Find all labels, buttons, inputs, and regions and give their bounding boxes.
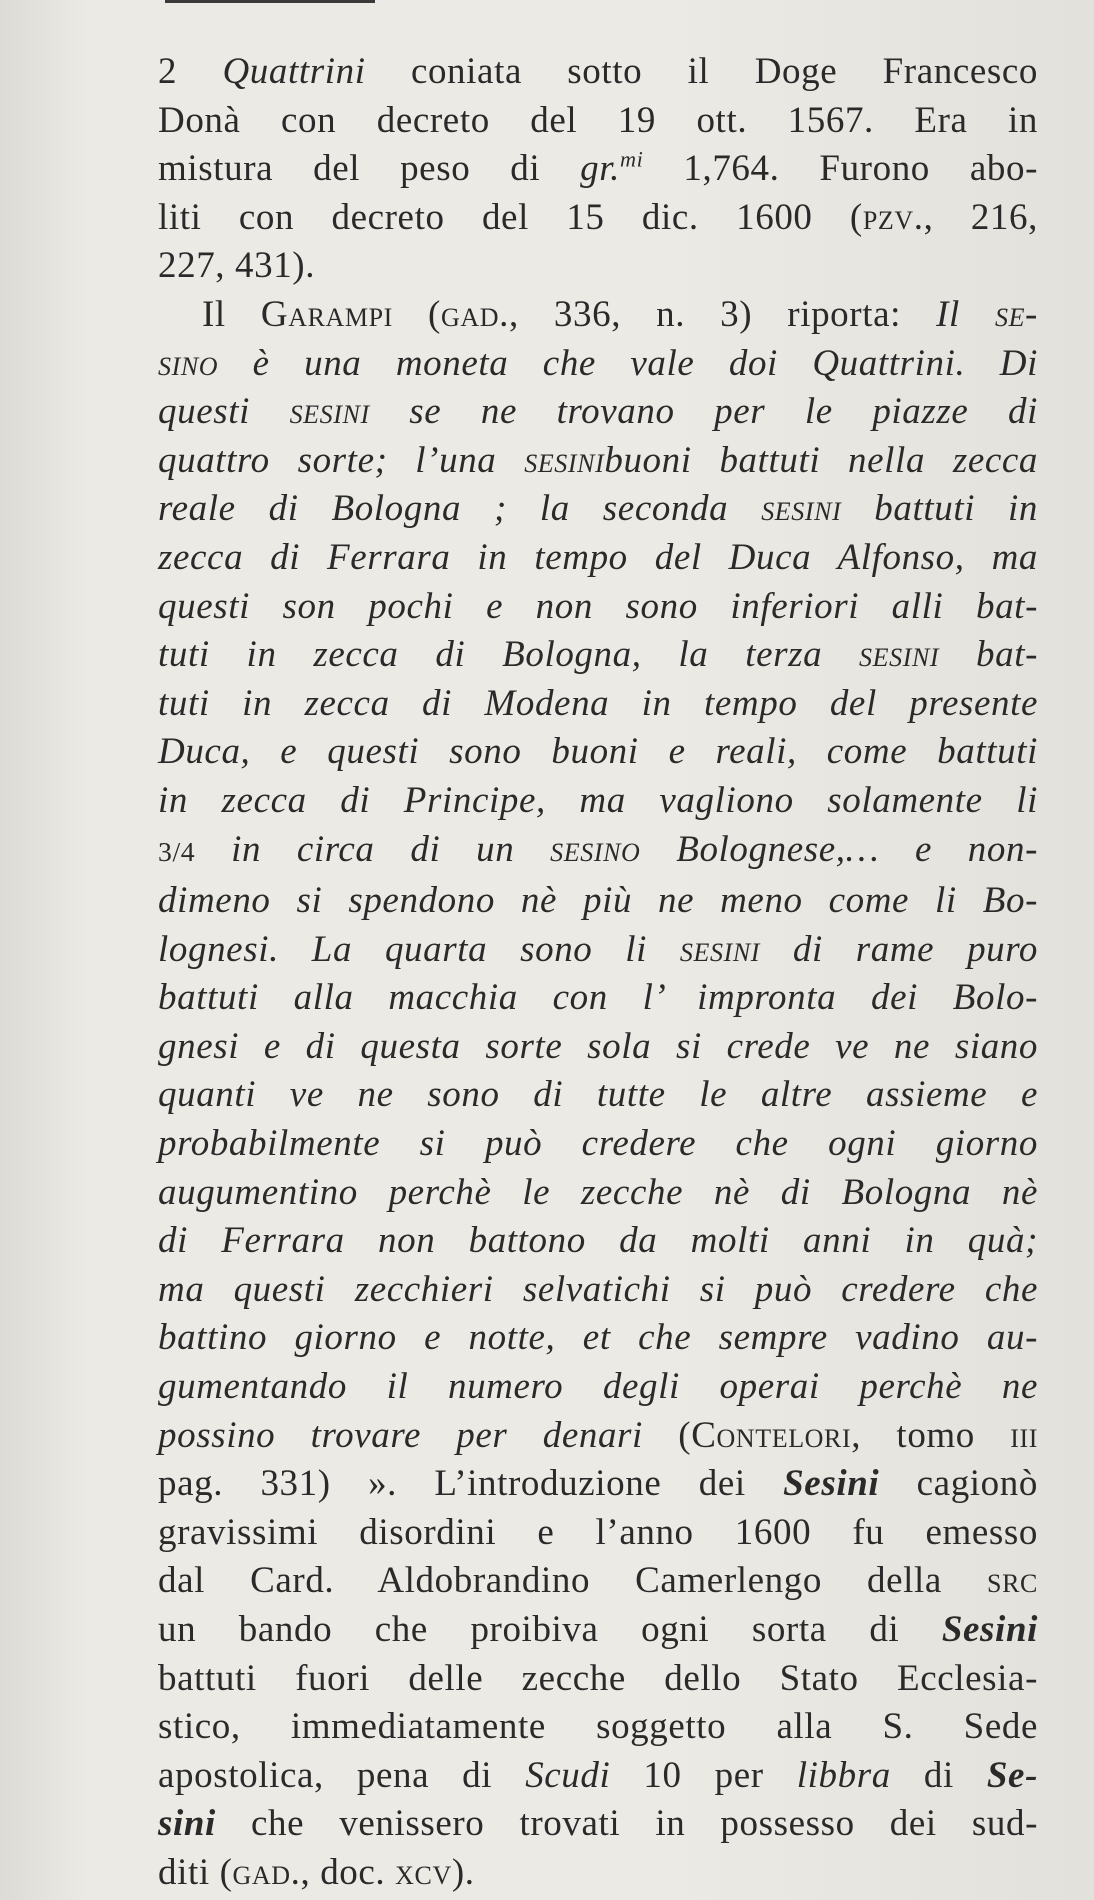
text-run: buoni battuti nella zecca bbox=[604, 439, 1039, 481]
text-run: sesino bbox=[550, 828, 641, 870]
text-run: ( bbox=[642, 1414, 692, 1456]
text-line bbox=[158, 1800, 1038, 1849]
text-run: Bolognese,… e non- bbox=[640, 828, 1039, 870]
text-run: battino giorno e notte, et che sempre vadino au- bbox=[158, 1317, 1038, 1359]
text-line bbox=[158, 1314, 1038, 1363]
text-line bbox=[158, 680, 1038, 729]
text-line bbox=[158, 728, 1038, 777]
text-run: libbra bbox=[796, 1754, 891, 1796]
text-run: Garampi bbox=[260, 293, 393, 335]
text-line bbox=[158, 340, 1038, 389]
text-line bbox=[158, 48, 1038, 97]
text-line bbox=[158, 1557, 1038, 1606]
text-run: Sesini bbox=[941, 1609, 1038, 1650]
text-run: gr. bbox=[580, 148, 621, 190]
body-text bbox=[158, 48, 1038, 1898]
text-line bbox=[158, 1169, 1038, 1218]
text-run: sesini bbox=[679, 928, 761, 970]
text-line bbox=[158, 826, 1038, 878]
text-line bbox=[158, 437, 1038, 486]
text-line bbox=[158, 291, 1038, 340]
text-run: gnesi e di questa sorte sola si crede ve ne siano bbox=[158, 1025, 1038, 1067]
text-run: di rame puro bbox=[760, 928, 1039, 970]
text-run: 10 per bbox=[610, 1754, 797, 1796]
text-run: questi bbox=[158, 391, 290, 433]
text-line bbox=[158, 1023, 1038, 1072]
text-run: gad. bbox=[232, 1851, 301, 1893]
text-line bbox=[158, 1071, 1038, 1120]
text-line bbox=[158, 1849, 1038, 1898]
text-run: bat- bbox=[939, 634, 1038, 676]
text-run: 227, 431). bbox=[158, 245, 316, 287]
text-run: battuti in bbox=[841, 488, 1039, 530]
text-run: battuti fuori delle zecche dello Stato Ecclesia- bbox=[158, 1657, 1038, 1699]
text-run: gumentando il numero degli operai perchè ne bbox=[158, 1366, 1038, 1408]
text-run: ma questi zecchieri selvatichi si può credere che bbox=[158, 1268, 1038, 1310]
text-line bbox=[158, 631, 1038, 680]
header-rule bbox=[165, 0, 375, 3]
text-run: tuti in zecca di Modena in tempo del presente bbox=[158, 682, 1038, 724]
text-run: Sesini bbox=[783, 1463, 880, 1505]
text-run: 2 bbox=[158, 51, 223, 92]
text-line bbox=[158, 777, 1038, 826]
text-line bbox=[158, 534, 1038, 583]
text-run: cagionò bbox=[879, 1463, 1038, 1505]
text-run: ). bbox=[451, 1851, 475, 1893]
text-run: dal Card. Aldobrandino Camerlengo della bbox=[158, 1560, 988, 1602]
text-run: mistura del peso di bbox=[158, 148, 581, 190]
text-run: src bbox=[987, 1560, 1038, 1602]
text-line bbox=[158, 194, 1038, 243]
text-run: di bbox=[890, 1754, 987, 1796]
text-line bbox=[158, 1120, 1038, 1169]
text-run: questi son pochi e non sono inferiori alli bat- bbox=[158, 585, 1038, 627]
text-run: probabilmente si può credere che ogni giorno bbox=[158, 1123, 1038, 1165]
text-run: , tomo bbox=[851, 1414, 1011, 1456]
text-run: , 216, bbox=[923, 196, 1038, 238]
text-line bbox=[158, 145, 1038, 194]
text-run: coniata sotto il Doge Francesco bbox=[365, 51, 1038, 92]
text-run: reale di Bologna ; la seconda bbox=[158, 488, 762, 530]
text-run: battuti alla macchia con l’ impronta dei Bolo- bbox=[158, 977, 1038, 1019]
text-line bbox=[158, 1217, 1038, 1266]
text-run: pag. 331) ». L’introduzione dei bbox=[158, 1463, 784, 1505]
text-run: liti con decreto del 15 dic. 1600 ( bbox=[158, 196, 863, 238]
text-line bbox=[158, 583, 1038, 632]
text-run: sini bbox=[158, 1803, 216, 1845]
text-line bbox=[158, 1412, 1038, 1461]
text-run: dimeno si spendono nè più ne meno come li Bo- bbox=[158, 880, 1038, 922]
text-run: iii bbox=[1010, 1414, 1038, 1456]
text-run: lognesi. La quarta sono li bbox=[158, 928, 680, 970]
text-line bbox=[158, 1752, 1038, 1801]
text-run: quattro sorte; l’una bbox=[158, 439, 525, 481]
text-run: tuti in zecca di Bologna, la terza bbox=[158, 634, 860, 676]
text-run: 1,764. Furono abo- bbox=[643, 148, 1038, 190]
text-run: di Ferrara non battono da molti anni in quà; bbox=[158, 1220, 1038, 1262]
text-run: in circa di un bbox=[195, 828, 551, 870]
text-line bbox=[158, 1266, 1038, 1315]
text-run: un bando che proibiva ogni sorta di bbox=[158, 1609, 942, 1650]
text-run: zecca di Ferrara in tempo del Duca Alfonso, ma bbox=[158, 536, 1038, 578]
text-run: quanti ve ne sono di tutte le altre assieme e bbox=[158, 1074, 1038, 1116]
text-run: Il bbox=[202, 293, 261, 335]
text-line bbox=[158, 1703, 1038, 1752]
text-run: Duca, e questi sono buoni e reali, come battuti bbox=[158, 731, 1038, 773]
text-run: sesini bbox=[761, 488, 842, 530]
text-line bbox=[158, 1606, 1038, 1655]
text-line bbox=[158, 242, 1038, 291]
text-run: è una moneta che vale doi Quattrini. Di bbox=[218, 342, 1038, 384]
text-run: Contelori bbox=[691, 1414, 852, 1456]
text-run: sino bbox=[158, 342, 219, 384]
text-run: Donà con decreto del 19 ott. 1567. Era in bbox=[158, 99, 1038, 141]
text-run: , doc. bbox=[300, 1851, 396, 1893]
paragraph-2 bbox=[158, 291, 1038, 1898]
text-run: sesini bbox=[524, 439, 605, 481]
text-run: possino trovare per denari bbox=[158, 1414, 643, 1456]
text-line bbox=[158, 926, 1038, 975]
paragraph-1 bbox=[158, 48, 1038, 291]
text-run: se ne trovano per le piazze di bbox=[369, 391, 1038, 433]
text-run: xcv bbox=[395, 1851, 452, 1893]
text-line bbox=[158, 388, 1038, 437]
text-run: Quattrini bbox=[222, 51, 366, 92]
text-run: Se- bbox=[986, 1754, 1038, 1796]
text-run: stico, immediatamente soggetto alla S. Sede bbox=[158, 1706, 1038, 1748]
text-run: ( bbox=[392, 293, 441, 335]
text-run: , 336, n. 3) riporta: bbox=[508, 293, 937, 335]
text-run: sesini bbox=[289, 391, 370, 433]
text-run: Scudi bbox=[525, 1754, 611, 1796]
text-line bbox=[158, 485, 1038, 534]
text-run: mi bbox=[620, 146, 644, 172]
text-run: se- bbox=[994, 293, 1038, 335]
text-run: apostolica, pena di bbox=[158, 1754, 526, 1796]
text-run: augumentino perchè le zecche nè di Bologna nè bbox=[158, 1171, 1038, 1213]
text-run: gravissimi disordini e l’anno 1600 fu emesso bbox=[158, 1511, 1038, 1553]
text-line bbox=[158, 97, 1038, 146]
text-run: Il bbox=[936, 293, 995, 335]
text-run: in zecca di Principe, ma vagliono solamente li bbox=[158, 779, 1038, 821]
text-line bbox=[158, 1509, 1038, 1558]
text-run: 3/4 bbox=[158, 836, 196, 868]
text-run: diti ( bbox=[158, 1851, 233, 1893]
text-line bbox=[158, 1363, 1038, 1412]
text-run: sesini bbox=[859, 634, 940, 676]
text-line bbox=[158, 974, 1038, 1023]
text-line bbox=[158, 1460, 1038, 1509]
text-line bbox=[158, 1655, 1038, 1704]
text-run: pzv. bbox=[862, 196, 924, 238]
text-line bbox=[158, 877, 1038, 926]
text-run: gad. bbox=[440, 293, 509, 335]
text-run: che venissero trovati in possesso dei sud- bbox=[215, 1803, 1038, 1845]
